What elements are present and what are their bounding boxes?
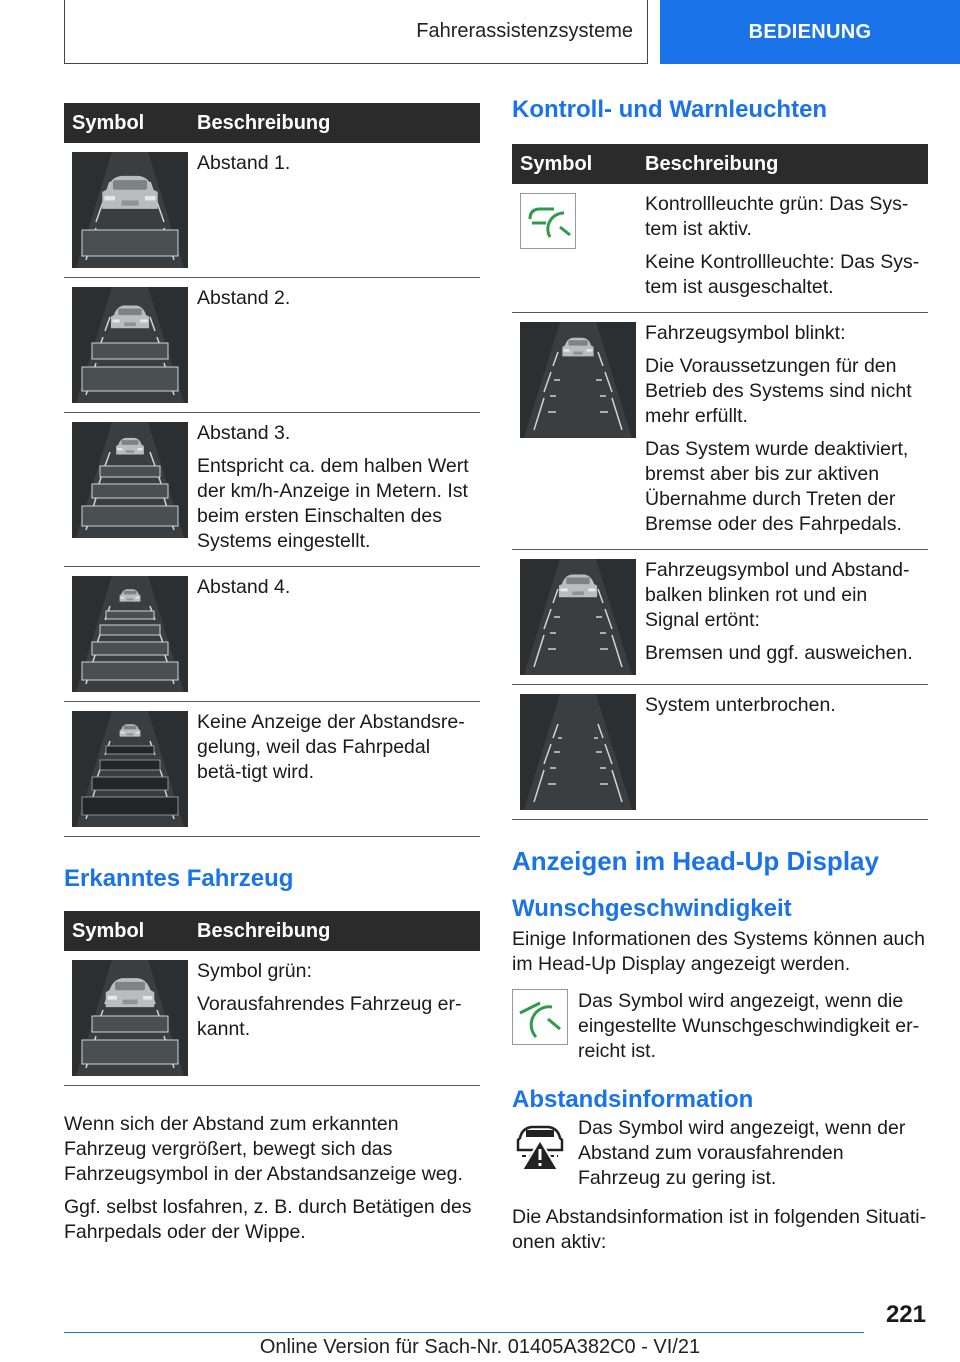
table-row [512,184,928,313]
active-cruise-indicator-icon [520,193,576,249]
heading-indicator-lights: Kontroll- und Warnleuchten [512,96,828,123]
table-header-description: Beschreibung [189,103,480,143]
row-description: Abstand 2. [197,287,291,309]
row-description: Kontrollleuchte grün: Das Sys-tem ist aktiv. [645,193,909,240]
row-description: Die Voraussetzungen für den Betrieb des Systems sind nicht mehr erfüllt. [645,355,912,427]
table-header-symbol: Symbol [64,911,189,951]
distance-info-description: Das Symbol wird angezeigt, wenn der Abstand zum vorausfahrenden Fahrzeug zu gering ist. [578,1117,906,1189]
row-description: Das System wurde deaktiviert, bremst aber bis zur aktiven Übernahme durch Treten der Bremse oder des Fahrpedals. [645,438,909,535]
distance-off-icon [72,711,188,827]
table-row [512,550,928,685]
row-description: Symbol grün: [197,960,312,982]
table-row [64,413,480,567]
table-row [64,143,480,278]
desired-speed-icon [512,989,568,1045]
row-description: Abstand 4. [197,576,291,598]
distance-1-icon [72,152,188,268]
table-row [512,313,928,550]
distance-info-icon-row [512,1116,928,1191]
header-chapter-badge: BEDIENUNG [660,0,960,64]
desired-speed-description: Das Symbol wird angezeigt, wenn die eingestellte Wunschgeschwindigkeit er-reicht ist. [578,990,920,1062]
table-row [512,685,928,820]
system-interrupted-icon [520,694,636,810]
vehicle-blinking-icon [520,322,636,438]
row-description: Fahrzeugsymbol blinkt: [645,322,846,344]
left-column [64,103,480,1253]
detected-vehicle-table [64,911,480,1086]
distance-warning-icon [512,1116,568,1172]
row-description: Vorausfahrendes Fahrzeug er-kannt. [197,993,462,1040]
row-description: Bremsen und ggf. ausweichen. [645,642,913,664]
heading-desired-speed: Wunschgeschwindigkeit [512,895,792,922]
heading-head-up-display: Anzeigen im Head-Up Display [512,846,879,876]
collision-warning-icon [520,559,636,675]
paragraph-drive-off: Ggf. selbst losfahren, z. B. durch Betätigen des Fahrpedals oder der Wippe. [64,1196,472,1243]
footer-divider [64,1332,864,1333]
paragraph-hud-info: Einige Informationen des Systems können auch im Head-Up Display angezeigt werden. [512,928,925,975]
table-row [64,702,480,837]
distance-2-icon [72,287,188,403]
page-number: 221 [885,1301,926,1328]
row-description: Keine Anzeige der Abstandsre-gelung, weil das Fahrpedal betä-tigt wird. [197,711,465,783]
table-header-symbol: Symbol [512,144,637,184]
vehicle-detected-icon [72,960,188,1076]
row-description: Abstand 3. [197,422,291,444]
table-header-description: Beschreibung [189,911,480,951]
paragraph-distance-increase: Wenn sich der Abstand zum erkannten Fahrzeug vergrößert, bewegt sich das Fahrzeugsymbol in der Abstandsanzeige weg. [64,1113,463,1185]
row-description: Fahrzeugsymbol und Abstand-balken blinken rot und ein Signal ertönt: [645,559,910,631]
distance-symbols-table [64,103,480,837]
desired-speed-icon-row [512,989,928,1064]
row-description: Entspricht ca. dem halben Wert der km/h-Anzeige in Metern. Ist beim ersten Einschalten des Systems eingestellt. [197,455,469,552]
row-description: Keine Kontrollleuchte: Das Sys-tem ist ausgeschaltet. [645,251,920,298]
row-description: System unterbrochen. [645,694,836,716]
footer-version: Online Version für Sach-Nr. 01405A382C0 - VI/21 [259,1336,701,1358]
paragraph-distance-active: Die Abstandsinformation ist in folgenden Situati-onen aktiv: [512,1206,927,1253]
heading-distance-info: Abstandsinformation [512,1086,754,1113]
distance-4-icon [72,576,188,692]
table-row [64,278,480,413]
right-column [512,96,928,1263]
table-row [64,951,480,1086]
distance-3-icon [72,422,188,538]
row-description: Abstand 1. [197,152,291,174]
indicator-lights-table [512,144,928,820]
header-section-title: Fahrerassistenzsysteme [64,0,648,64]
table-header-description: Beschreibung [637,144,928,184]
heading-detected-vehicle: Erkanntes Fahrzeug [64,865,294,892]
table-row [64,567,480,702]
table-header-symbol: Symbol [64,103,189,143]
